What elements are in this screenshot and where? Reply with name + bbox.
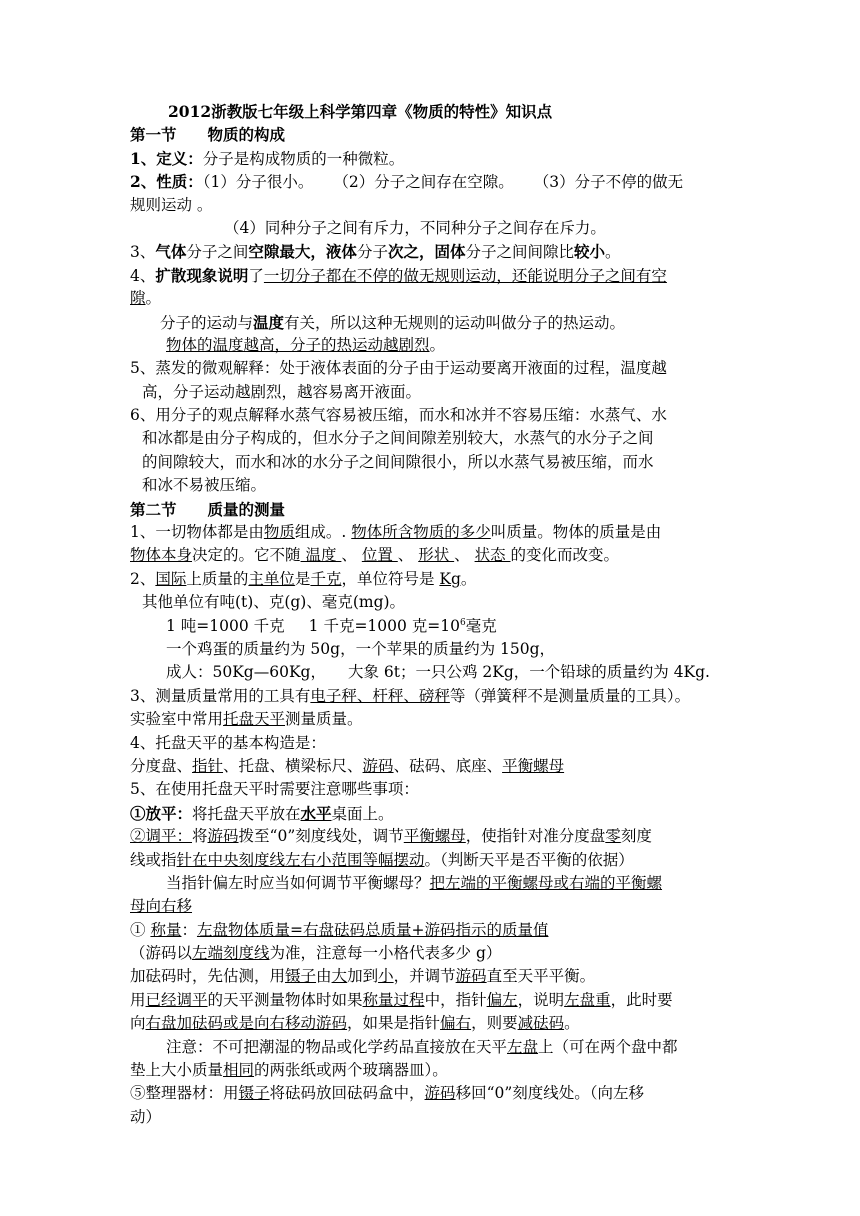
- paragraph-tools: 3、测量质量常用的工具有电子秤、杆秤、磅秤等（弹簧秤不是测量质量的工具）。: [130, 686, 691, 705]
- step-balance-question: 当指针偏左时应当如何调节平衡螺母？把左端的平衡螺母或右端的平衡螺: [166, 873, 663, 892]
- paragraph-evaporation: 5、蒸发的微观解释：处于液体表面的分子由于运动要离开液面的过程，温度越: [130, 359, 667, 378]
- paragraph-diffusion: 4、扩散现象说明了一切分子都在不停的做无规则运动，还能说明分子之间有空: [130, 265, 667, 285]
- paragraph-precautions: 5、在使用托盘天平时需要注意哪些事项：: [130, 780, 419, 799]
- paragraph-compression-cont: 的间隙较大，而水和冰的水分子之间间隙很小，所以水蒸气易被压缩，而水: [142, 452, 654, 471]
- paragraph-other-units: 其他单位有吨(t)、克(g)、毫克(mg)。: [142, 593, 406, 612]
- step-add-weights: 加砝码时，先估测，用镊子由大加到小，并调节游码直至天平平衡。: [130, 967, 596, 986]
- paragraph-caution-cont: 垫上大小质量相同的两张纸或两个玻璃器皿）。: [130, 1061, 448, 1080]
- paragraph-properties: 2、性质：（1）分子很小。 （2）分子之间存在空隙。 （3）分子不停的做无: [130, 172, 684, 192]
- step-weighing-note: （游码以左端刻度线为准，注意每一小格代表多少 g）: [130, 944, 502, 963]
- paragraph-si-unit: 2、国际上质量的主单位是千克，单位符号是 Kg。: [130, 569, 477, 588]
- paragraph-mass-definition-cont: 物体本身决定的。它不随 温度 、 位置 、 形状 、 状态 的变化而改变。: [130, 546, 620, 565]
- section-1-heading: 第一节 物质的构成: [130, 125, 286, 145]
- paragraph-example-egg: 一个鸡蛋的质量约为 50g，一个苹果的质量约为 150g，: [166, 639, 556, 658]
- step-cleanup-cont: 动）: [130, 1107, 162, 1126]
- paragraph-gap-comparison: 3、气体分子之间空隙最大，液体分子次之，固体分子之间间隙比较小。: [130, 242, 621, 262]
- document-title: 2012浙教版七年级上科学第四章《物质的特性》知识点: [168, 102, 553, 121]
- paragraph-thermal-motion: 分子的运动与温度有关，所以这种无规则的运动叫做分子的热运动。: [160, 312, 626, 332]
- step-cleanup: ⑤整理器材：用镊子将砝码放回砝码盒中，游码移回“0”刻度线处。（向左移: [130, 1084, 645, 1103]
- paragraph-tools-cont: 实验室中常用托盘天平测量质量。: [130, 710, 363, 729]
- paragraph-properties-cont: 规则运动 。: [130, 195, 213, 214]
- paragraph-example-adult: 成人：50Kg—60Kg， 大象 6t；一只公鸡 2Kg，一个铅球的质量约为 4Kg.: [166, 663, 710, 682]
- step-balance-answer-cont: 母向右移: [130, 897, 193, 916]
- paragraph-compression: 6、用分子的观点解释水蒸气容易被压缩，而水和冰并不容易压缩：水蒸气、水: [130, 406, 667, 425]
- step-balance: ②调平：将游码拨至“0”刻度线处，调节平衡螺母，使指针对准分度盘零刻度: [130, 827, 652, 846]
- paragraph-definition: 1、定义：分子是构成物质的一种微粒。: [130, 148, 405, 168]
- paragraph-caution: 注意：不可把潮湿的物品或化学药品直接放在天平左盘上（可在两个盘中都: [166, 1037, 678, 1056]
- step-level: ①放平：将托盘天平放在水平桌面上。: [130, 803, 394, 823]
- paragraph-unit-conversion: 1 吨=1000 千克 1 千克=1000 克$=10^6$毫克: [166, 616, 497, 635]
- paragraph-evaporation-cont: 高，分子运动越剧烈，越容易离开液面。: [142, 382, 422, 401]
- paragraph-compression-cont: 和冰都是由分子构成的，但水分子之间间隙差别较大，水蒸气的水分子之间: [142, 429, 654, 448]
- paragraph-properties-4: （4）同种分子之间有斥力，不同种分子之间存在斥力。: [224, 218, 606, 237]
- paragraph-compression-cont: 和冰不易被压缩。: [142, 476, 267, 495]
- paragraph-mass-definition: 1、一切物体都是由物质组成。. 物体所含物质的多少叫质量。物体的质量是由: [130, 523, 662, 542]
- paragraph-temperature: 物体的温度越高，分子的热运动越剧烈。: [166, 335, 446, 354]
- step-pointer-deviation: 用已经调平的天平测量物体时如果称量过程中，指针偏左，说明左盘重，此时要: [130, 990, 673, 1009]
- paragraph-balance-parts: 分度盘、指针、托盘、横梁标尺、游码、砝码、底座、平衡螺母: [130, 756, 565, 775]
- step-pointer-deviation-cont: 向右盘加砝码或是向右移动游码，如果是指针偏右，则要减砝码。: [130, 1014, 580, 1033]
- section-2-heading: 第二节 质量的测量: [130, 499, 286, 519]
- document-body: [130, 100, 730, 1129]
- paragraph-diffusion-cont: 隙。: [130, 289, 162, 308]
- paragraph-balance-structure: 4、托盘天平的基本构造是：: [130, 733, 326, 752]
- step-balance-cont: 线或指针在中央刻度线左右小范围等幅摆动。（判断天平是否平衡的依据）: [130, 850, 634, 869]
- step-weighing: ① 称量：左盘物体质量=右盘砝码总质量+游码指示的质量值: [130, 920, 549, 939]
